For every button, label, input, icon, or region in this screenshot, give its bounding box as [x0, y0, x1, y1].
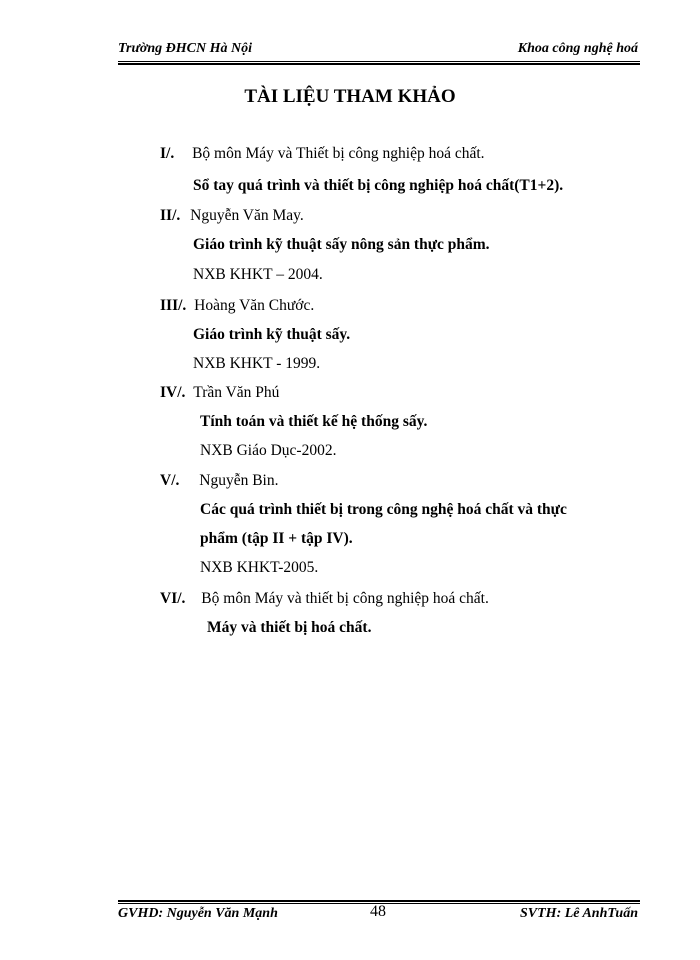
- ref-2-line-3: NXB KHKT – 2004.: [193, 266, 323, 283]
- ref-5-line-4: NXB KHKT-2005.: [200, 559, 319, 576]
- ref-5-line-3: phẩm (tập II + tập IV).: [200, 530, 353, 547]
- footer-supervisor: GVHD: Nguyễn Văn Mạnh: [118, 906, 278, 921]
- ref-6-line-1: VI/. Bộ môn Máy và thiết bị công nghiệp hoá chất.: [160, 590, 489, 607]
- ref-1-line-2: Sổ tay quá trình và thiết bị công nghiệp hoá chất(T1+2).: [193, 177, 564, 194]
- ref-5-line-1: V/. Nguyễn Bin.: [160, 472, 279, 489]
- page-footer: [118, 903, 638, 926]
- page-title: TÀI LIỆU THAM KHẢO: [244, 86, 456, 107]
- ref-4-number: IV/.: [160, 384, 186, 401]
- ref-1-number: I/.: [160, 145, 175, 162]
- ref-4-line-2: Tính toán và thiết kế hệ thống sấy.: [200, 413, 428, 430]
- ref-3-number: III/.: [160, 297, 187, 314]
- ref-3-line-2: Giáo trình kỹ thuật sấy.: [193, 326, 351, 343]
- ref-2-line-2: Giáo trình kỹ thuật sấy nông sản thực phẩm.: [193, 236, 490, 253]
- ref-3-line-3: NXB KHKT - 1999.: [193, 355, 321, 372]
- ref-5-line-2: Các quá trình thiết bị trong công nghệ hoá chất và thực: [200, 501, 567, 518]
- ref-4-line-3: NXB Giáo Dục-2002.: [200, 442, 337, 459]
- ref-2-line-1: II/. Nguyễn Văn May.: [160, 207, 304, 224]
- ref-5-number: V/.: [160, 472, 180, 489]
- ref-6-number: VI/.: [160, 590, 186, 607]
- ref-3-line-1: III/. Hoàng Văn Chước.: [160, 297, 315, 314]
- header-rule: [118, 61, 640, 65]
- header-faculty: Khoa công nghệ hoá: [517, 41, 638, 56]
- ref-2-number: II/.: [160, 207, 181, 224]
- header-school: Trường ĐHCN Hà Nội: [118, 41, 253, 56]
- ref-4-line-1: IV/. Trần Văn Phú: [160, 384, 280, 401]
- page-header: [118, 41, 638, 61]
- ref-6-line-2: Máy và thiết bị hoá chất.: [207, 619, 372, 636]
- footer-student: SVTH: Lê AnhTuấn: [520, 906, 638, 921]
- page-number: 48: [370, 903, 386, 920]
- ref-1-line-1: I/. Bộ môn Máy và Thiết bị công nghiệp hoá chất.: [160, 145, 485, 162]
